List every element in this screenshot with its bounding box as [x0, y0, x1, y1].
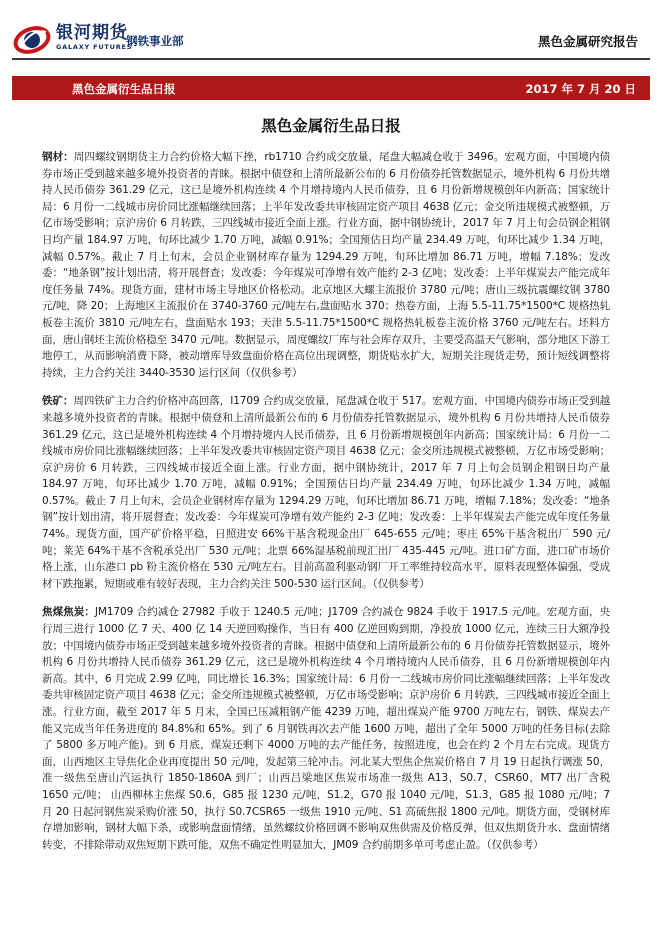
- report-type: 黑色金属研究报告: [537, 34, 638, 49]
- section-heading: 钢材：: [42, 151, 74, 163]
- section-text: 周四螺纹钢期货主力合约价格大幅下挫，rb1710 合约成交放量，尾盘大幅减仓收于 3496。宏观方面，中国境内债券市场正受到越来越多境外投资者的青睐。根据中债登和上清所最新公布的 6 月份债券托管数据显示，境外机构 6 月份共增持人民币债券 361.29 亿元，这已是境外机构连续 4 个月增持境内人民币债券，且 6 月份新增规模创年内新高；国家统计局：6 月份一二线城市房价同比涨幅继续回落；上半年发改委共审核固定资产项目 4638 亿元；金交所违规模式被整顿，万亿市场受影响；京沪房价 6 月转跌，三四线城市接近全面上涨。行业方面，据中钢协统计，2017 年 7 月上旬会员钢企粗钢日均产量 184.97 万吨，旬环比减少 1.70 万吨，减幅 0.91%；全国预估日均产量 234.49 万吨，旬环比减少 1.34 万吨，减幅 0.57%。截止 7 月上旬末，会员企业钢材库存量为 1294.29 万吨，旬环比增加 86.71 万吨，增幅 7.18%；发改委：“地条钢”按计划出清，将开展督查；发改委：今年煤炭可净增有效产能约 2-3 亿吨；发改委：上半年煤炭去产能完成年度任务量 74%。现货方面，建材市场主导地区价格松动。北京地区大螺主流报价 3780 元/吨；唐山三级抗震螺纹钢 3780 元/吨，降 20；上海地区主流报价在 3740-3760 元/吨左右,盘面贴水 370；热卷方面，上海 5.5-11.75*1500*C 规格热轧板卷主流价 3810 元/吨左右，盘面贴水 193；天津 5.5-11.75*1500*C 规格热轧板卷主流价格 3760 元/吨左右。坯料方面，唐山钢坯主流价格稳至 3470 元/吨。数据显示，周度螺纹厂库与社会库存双升，主要受高温天气影响，部分地区下游工地停工，从而影响消费下降，被动增库导致盘面价格在高位出现调整，期货贴水扩大，短期关注现货走势，预计短线调整将持续，主力合约关注 3440-3530 运行区间（仅供参考）: [42, 151, 611, 379]
- section-steel: [42, 149, 610, 381]
- section-heading: 焦煤焦炭：: [42, 606, 95, 619]
- brand-name-en: GALAXY FUTURES: [56, 43, 133, 51]
- document-title: 黑色金属衍生品日报: [261, 117, 401, 135]
- header-divider: [12, 58, 650, 60]
- section-text: JM1709 合约减仓 27982 手收于 1240.5 元/吨；J1709 合约减仓 9824 手收于 1917.5 元/吨。宏观方面，央行周三进行 1000 亿 7 天、400 亿 14 天逆回购操作，当日有 400 亿逆回购到期，净投放 1000 亿元，连续三日大额净投放；中国境内债券市场正受到越来越多境外投资者的青睐。根据中债登和上清所最新公布的 6 月份债券托管数据显示，境外机构 6 月份共增持人民币债券 361.29 亿元，这已是境外机构连续 4 个月增持境内人民币债券，且 6 月份新增规模创年内新高。其中，6 月完成 2.99 亿吨，同比增长 16.3%；国家统计局：6 月份一二线城市房价同比涨幅继续回落；上半年发改委共审核固定资产项目 4638 亿元；金交所违规模式被整顿，万亿市场受影响；京沪房价 6 月转跌，三四线城市接近全面上涨。行业方面，截至 2017 年 5 月末，全国已压减粗钢产能 4239 万吨，超出煤炭产能 9700 万吨左右，钢铁、煤炭去产能又完成当年任务进度的 84.8%和 65%。到了 6 月钢铁再次去产能 1600 万吨，超出了全年 5000 万吨的任务目标(去除了 5800 多万吨产能)。到 6 月底，煤炭还剩下 4000 万吨的去产能任务，按照进度，也会在约 2 个月左右完成。现货方面，山西地区主导焦化企业再度提出 50 元/吨，发起第三轮冲击。河北某大型焦企焦炭价格自 7 月 19 日起执行调涨 50，准一级焦至唐山汽运执行 1850-1860A 到厂；山西吕梁地区焦炭市场准一级焦 A13，S0.7，CSR60，MT7 出厂含税 1650 元/吨； 山西柳林主焦煤 S0.6，G85 报 1230 元/吨，S1.2，G70 报 1040 元/吨，S1.3，G85 报 1080 元/吨；7 月 20 日起河钢焦炭采购价涨 50，执行 S0.7CSR65 一级焦 1910 元/吨、S1 高硫焦报 1800 元/吨。期货方面，受钢材库存增加影响，钢材大幅下杀，或影响盘面情绪，虽然螺纹价格回调不影响双焦供需及价格反弹，但双焦期货升水、盘面情绪转变，不排除带动双焦短期下跌可能，双焦不确定性明显加大，JM09 合约前期多单可考虑止盈。（仅供参考）: [42, 606, 610, 851]
- section-coking-coal-coke: [42, 604, 610, 853]
- section-heading: 铁矿：: [42, 395, 74, 408]
- page-header: [0, 0, 662, 60]
- section-text: 周四铁矿主力合约价格冲高回落，I1709 合约成交放量，尾盘减仓收于 517。宏观方面，中国境内债券市场正受到越来越多境外投资者的青睐。根据中债登和上清所最新公布的 6 月份债券托管数据显示，境外机构 6 月份共增持人民币债券 361.29 亿元，这已是境外机构连续 4 个月增持境内人民币债券，且 6 月份新增规模创年内新高；国家统计局：6 月份一二线城市房价同比涨幅继续回落；上半年发改委共审核固定资产项目 4638 亿元；金交所违规模式被整顿，万亿市场受影响；京沪房价 6 月转跌，三四线城市接近全面上涨。行业方面，据中钢协统计，2017 年 7 月上旬会员钢企粗钢日均产量 184.97 万吨，旬环比减少 1.70 万吨，减幅 0.91%；全国预估日均产量 234.49 万吨，旬环比减少 1.34 万吨，减幅 0.57%。截止 7 月上旬末，会员企业钢材库存量为 1294.29 万吨，旬环比增加 86.71 万吨，增幅 7.18%；发改委：“地条钢”按计划出清，将开展督查；发改委：今年煤炭可净增有效产能约 2-3 亿吨；发改委：上半年煤炭去产能完成年度任务量 74%。现货方面，国产矿价格平稳，日照进安 66%干基含税现金出厂 645-655 元/吨；枣庄 65%干基含税出厂 590 元/吨；莱芜 64%干基不含税承兑出厂 530 元/吨；北票 66%湿基税前现汇出厂 435-445 元/吨。进口矿方面，进口矿市场价格上涨，山东港口 pb 粉主流价格在 530 元/吨左右。目前高盈利驱动钢厂开工率维持较高水平，原料表现整体偏强，受成材下跌拖累，短期或难有较好表现，主力合约关注 500-530 运行区间。（仅供参考）: [42, 395, 610, 590]
- galaxy-futures-logo-icon: [12, 22, 52, 56]
- section-iron-ore: [42, 393, 610, 592]
- brand: [56, 24, 132, 51]
- banner-title: 黑色金属衍生品日报: [72, 82, 176, 96]
- report-date: 2017 年 7 月 20 日: [525, 82, 636, 96]
- report-body: [42, 149, 610, 865]
- department-name: 钢铁事业部: [126, 34, 184, 48]
- brand-name-cn: 银河期货: [56, 23, 128, 43]
- title-banner: [12, 76, 650, 100]
